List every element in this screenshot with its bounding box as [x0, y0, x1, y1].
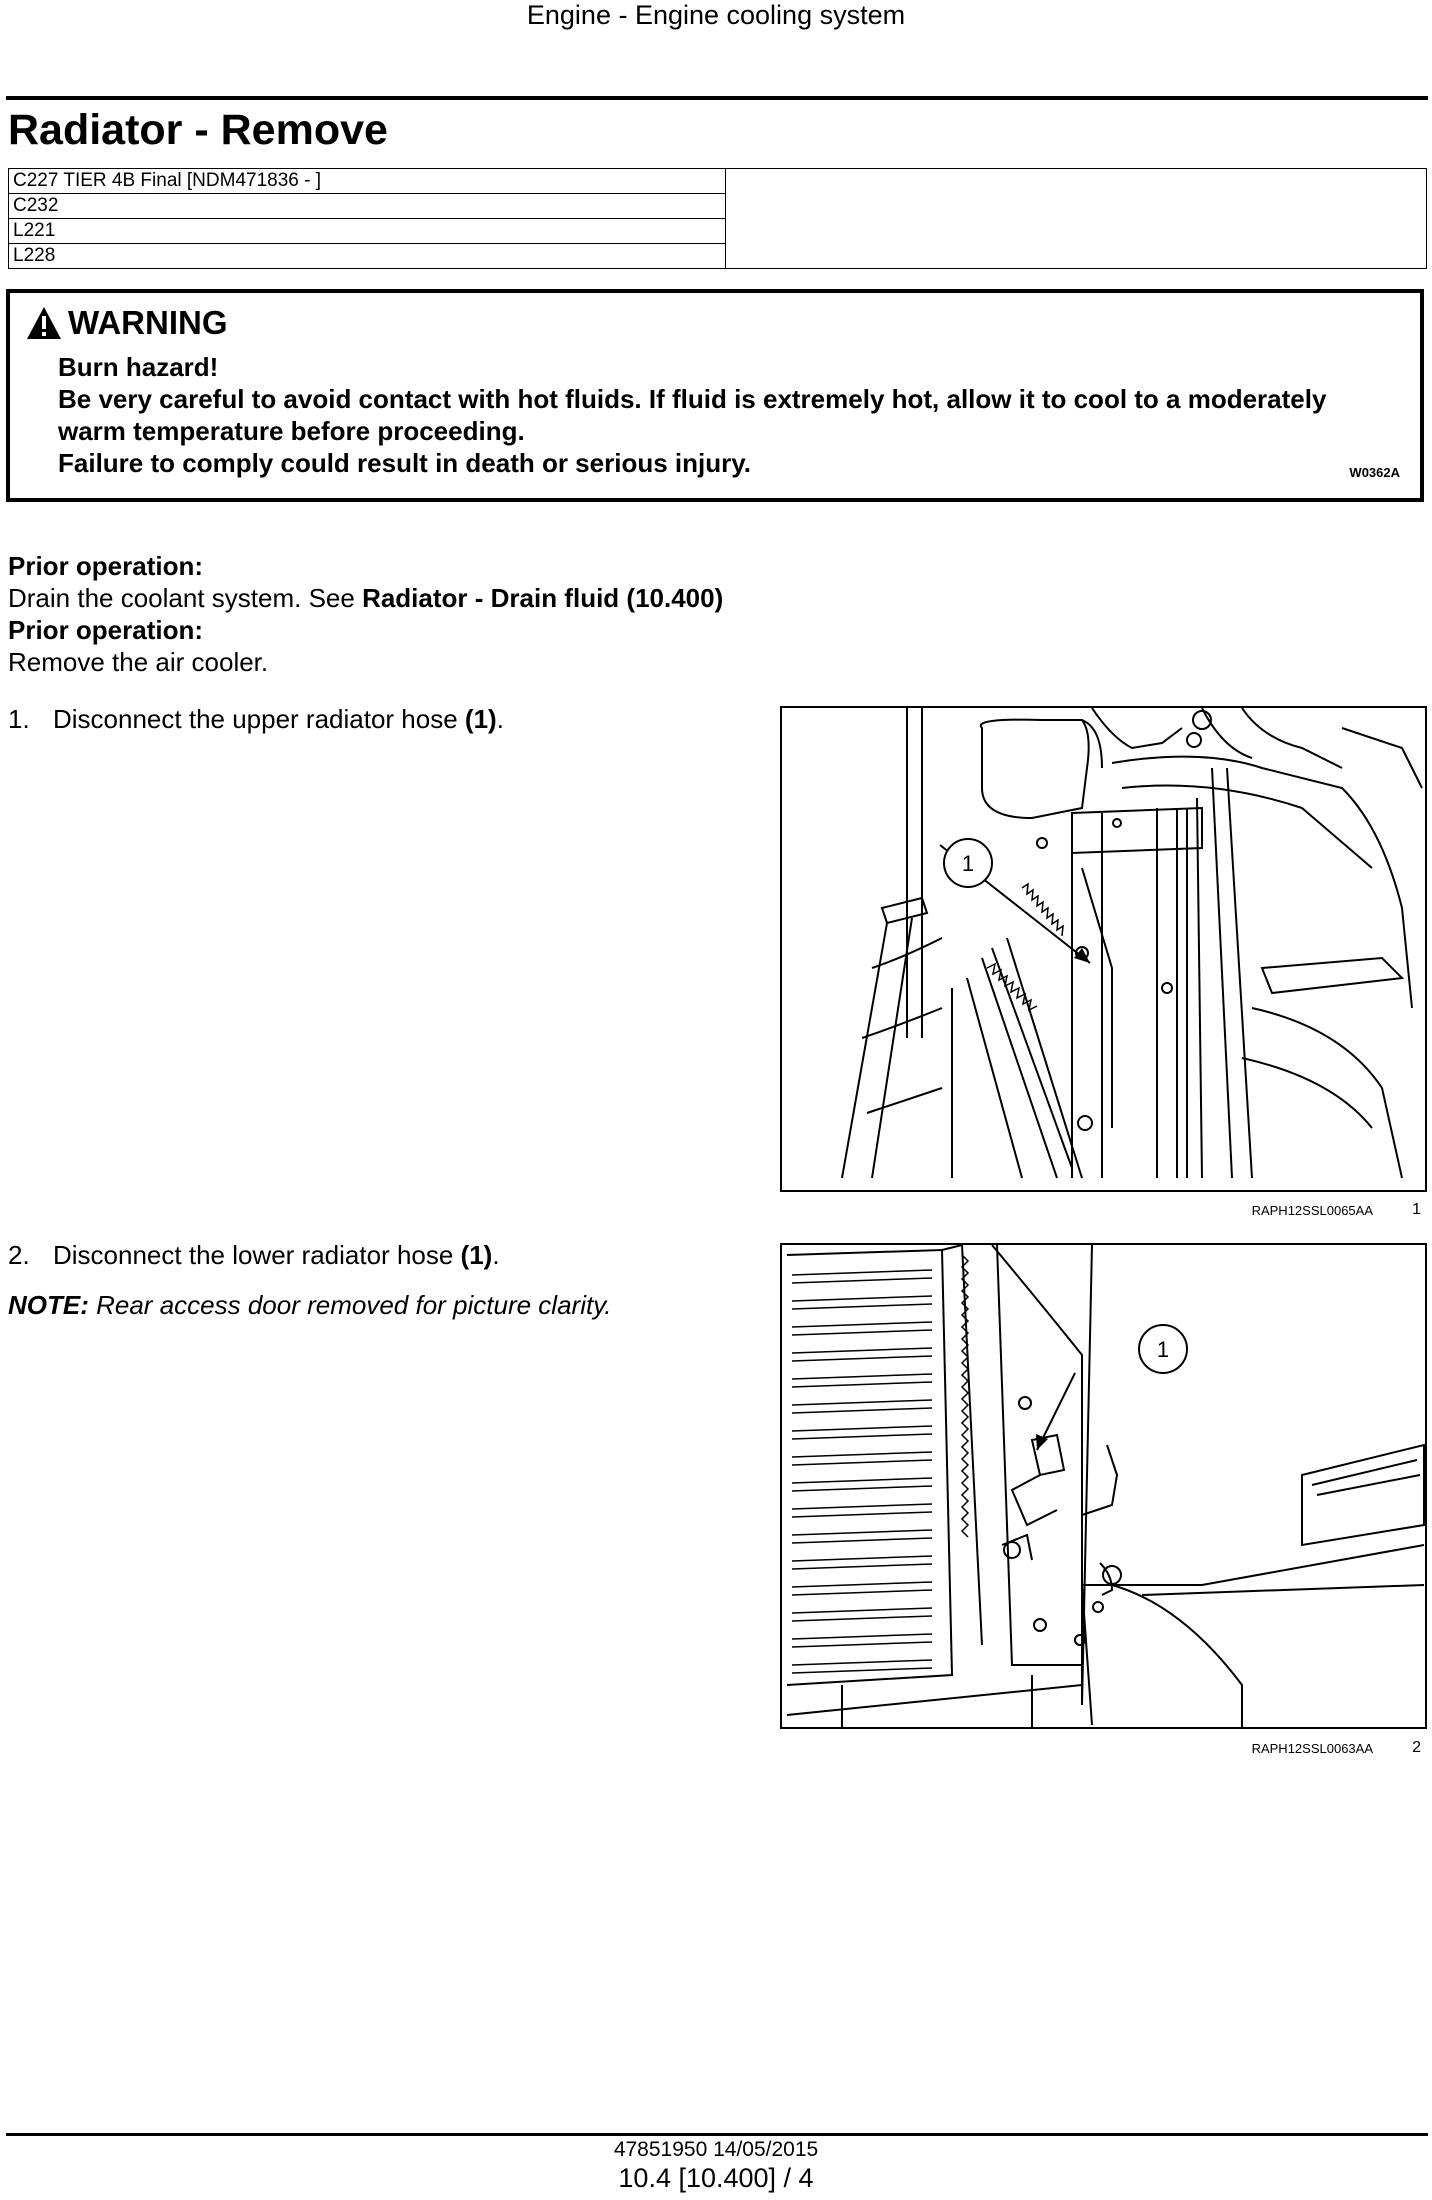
figure-code: RAPH12SSL0065AA	[1251, 1203, 1373, 1218]
figure-code: RAPH12SSL0063AA	[1251, 1741, 1373, 1756]
figure-2	[780, 1243, 1427, 1729]
step-text: Disconnect the upper radiator hose (1).	[53, 704, 504, 734]
note	[8, 1289, 612, 1321]
figure-1	[780, 706, 1427, 1192]
model-cell: C227 TIER 4B Final [NDM471836 - ]	[9, 169, 726, 194]
model-table	[8, 168, 1427, 269]
prior-operation-text: Drain the coolant system. See Radiator - Drain fluid (10.400)	[8, 583, 724, 613]
header-rule	[6, 96, 1428, 100]
prior-operation-text: Remove the air cooler.	[8, 647, 269, 677]
model-row	[9, 244, 1427, 269]
page-title: Radiator - Remove	[8, 106, 388, 154]
callout-ref: (1)	[464, 704, 497, 734]
prior-operation-1	[8, 550, 723, 614]
model-row	[9, 169, 1427, 194]
callout-number: 1	[961, 851, 975, 876]
warning-text	[58, 351, 1398, 479]
model-row	[9, 219, 1427, 244]
warning-line: Burn hazard!	[58, 352, 219, 382]
running-header: Engine - Engine cooling system	[526, 0, 906, 30]
step-number: 1.	[8, 704, 30, 734]
model-cell: L228	[9, 244, 726, 269]
figure-number: 2	[1412, 1739, 1421, 1756]
footer-document-info: 47851950 14/05/2015	[613, 2138, 819, 2161]
figure-2-caption	[780, 1741, 1427, 1761]
upper-radiator-hose-illustration	[782, 708, 1425, 1190]
prior-operation-2	[8, 614, 268, 678]
step-2	[8, 1239, 500, 1271]
step-1	[8, 703, 504, 735]
warning-line: Be very careful to avoid contact with hot fluids. If fluid is extremely hot, allow it to cool to a moderately warm temperature before proceeding.	[58, 384, 1327, 446]
footer-rule	[6, 2133, 1428, 2136]
warning-line: Failure to comply could result in death or serious injury.	[58, 448, 751, 478]
prior-operation-label: Prior operation:	[8, 551, 204, 581]
cross-reference-link[interactable]: Radiator - Drain fluid (10.400)	[362, 583, 724, 613]
figure-1-caption	[780, 1203, 1427, 1223]
warning-header	[26, 303, 228, 343]
figure-number: 1	[1412, 1201, 1421, 1218]
warning-box	[6, 289, 1424, 502]
warning-code: W0362A	[1349, 465, 1400, 480]
prior-operation-label: Prior operation:	[8, 615, 204, 645]
step-number: 2.	[8, 1240, 30, 1270]
note-label: NOTE:	[8, 1290, 89, 1320]
warning-title: WARNING	[68, 304, 228, 341]
callout-number: 1	[1156, 1337, 1170, 1362]
step-text: Disconnect the lower radiator hose (1).	[53, 1240, 500, 1270]
model-row	[9, 194, 1427, 219]
lower-radiator-hose-illustration	[782, 1245, 1425, 1727]
model-cell: L221	[9, 219, 726, 244]
model-cell: C232	[9, 194, 726, 219]
note-text: Rear access door removed for picture clarity.	[88, 1290, 612, 1320]
warning-triangle-icon	[26, 306, 62, 340]
callout-ref: (1)	[460, 1240, 493, 1270]
footer-page-number: 10.4 [10.400] / 4	[618, 2163, 814, 2193]
